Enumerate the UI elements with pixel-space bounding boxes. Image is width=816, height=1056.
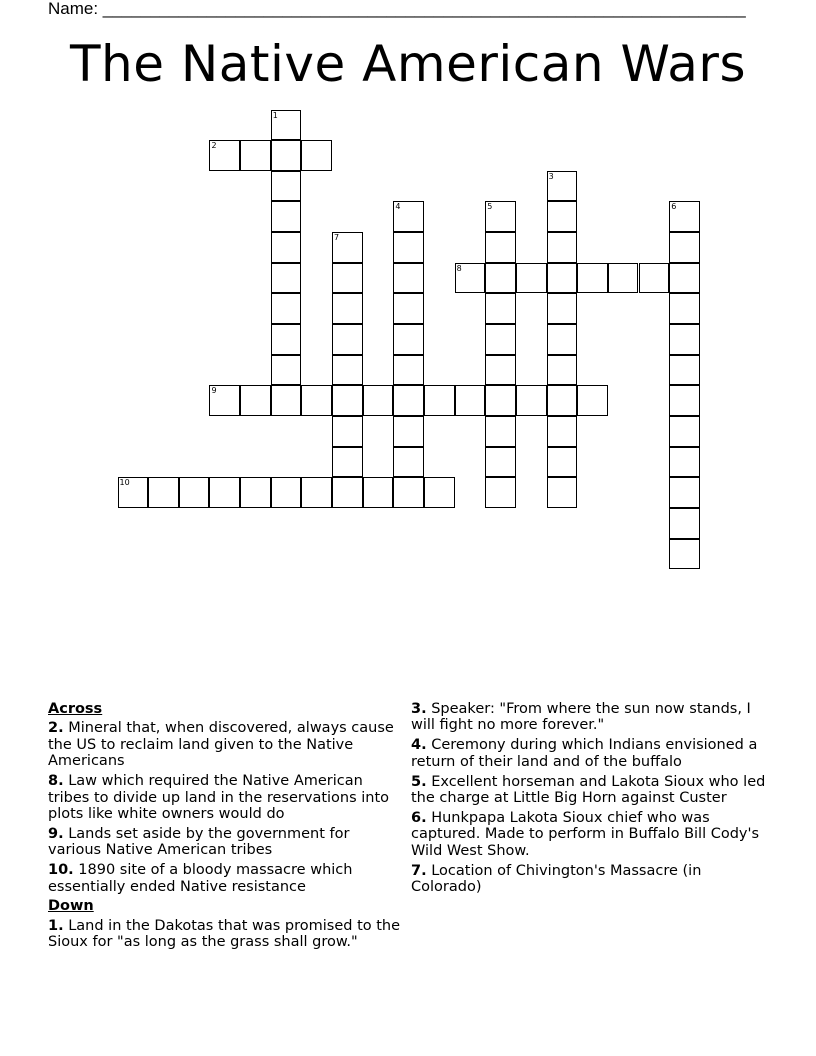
grid-cell[interactable]	[669, 385, 700, 416]
grid-cell[interactable]	[332, 324, 363, 355]
clue-item	[411, 737, 771, 770]
grid-cell[interactable]	[669, 355, 700, 386]
grid-cell[interactable]	[332, 263, 363, 294]
grid-cell[interactable]	[393, 263, 424, 294]
grid-cell[interactable]	[393, 447, 424, 478]
grid-cell[interactable]	[209, 385, 240, 416]
grid-cell[interactable]	[669, 539, 700, 570]
clue-number: 2.	[48, 720, 64, 737]
grid-cell[interactable]	[577, 385, 608, 416]
grid-cell[interactable]	[271, 171, 302, 202]
grid-cell[interactable]	[393, 232, 424, 263]
grid-cell[interactable]	[424, 385, 455, 416]
clue-number: 2	[211, 141, 217, 151]
grid-cell[interactable]	[608, 263, 639, 294]
grid-cell[interactable]	[332, 232, 363, 263]
clue-item	[48, 720, 406, 769]
grid-cell[interactable]	[271, 477, 302, 508]
clue-number: 4	[395, 202, 401, 212]
down-clue-list-right	[411, 701, 771, 895]
grid-cell[interactable]	[424, 477, 455, 508]
clue-text: Lands set aside by the government for various Native American tribes	[48, 825, 350, 859]
grid-cell[interactable]	[363, 385, 394, 416]
grid-cell[interactable]	[271, 293, 302, 324]
clue-text: Land in the Dakotas that was promised to the Sioux for "as long as the grass shall grow."	[48, 917, 401, 951]
clue-text: Excellent horseman and Lakota Sioux who led the charge at Little Big Horn against Custer	[411, 773, 766, 807]
grid-cell[interactable]	[669, 324, 700, 355]
grid-cell[interactable]	[271, 140, 302, 171]
clues-right-column	[411, 701, 771, 899]
clue-item	[48, 773, 406, 822]
grid-cell[interactable]	[393, 355, 424, 386]
grid-cell[interactable]	[669, 447, 700, 478]
grid-cell[interactable]	[669, 232, 700, 263]
clue-number: 5	[487, 202, 493, 212]
grid-cell[interactable]	[516, 263, 547, 294]
grid-cell[interactable]	[547, 171, 578, 202]
grid-cell[interactable]	[485, 447, 516, 478]
grid-cell[interactable]	[547, 263, 578, 294]
grid-cell[interactable]	[547, 416, 578, 447]
clue-text: Mineral that, when discovered, always cause the US to reclaim land given to the Native Americans	[48, 720, 394, 770]
clue-item	[411, 774, 771, 807]
grid-cell[interactable]	[485, 263, 516, 294]
clue-number: 7.	[411, 862, 427, 879]
grid-cell[interactable]	[547, 477, 578, 508]
down-heading: Down	[48, 898, 94, 915]
clue-item	[48, 826, 406, 859]
grid-cell[interactable]	[209, 140, 240, 171]
grid-cell[interactable]	[455, 385, 486, 416]
clue-text: Speaker: "From where the sun now stands, I will fight no more forever."	[411, 701, 751, 734]
grid-cell[interactable]	[547, 201, 578, 232]
clue-item	[411, 863, 771, 896]
grid-cell[interactable]	[485, 324, 516, 355]
clue-text: Ceremony during which Indians envisioned a return of their land and of the buffalo	[411, 737, 758, 770]
grid-cell[interactable]	[669, 416, 700, 447]
clue-item	[411, 701, 771, 734]
grid-cell[interactable]	[393, 416, 424, 447]
grid-cell[interactable]	[547, 324, 578, 355]
grid-cell[interactable]	[240, 140, 271, 171]
clue-number: 6.	[411, 809, 427, 826]
grid-cell[interactable]	[547, 447, 578, 478]
grid-cell[interactable]	[485, 232, 516, 263]
grid-cell[interactable]	[271, 385, 302, 416]
grid-cell[interactable]	[393, 293, 424, 324]
grid-cell[interactable]	[393, 201, 424, 232]
grid-cell[interactable]	[669, 477, 700, 508]
grid-cell[interactable]	[240, 385, 271, 416]
grid-cell[interactable]	[240, 477, 271, 508]
grid-cell[interactable]	[271, 324, 302, 355]
grid-cell[interactable]	[455, 263, 486, 294]
across-clue-list	[48, 720, 406, 895]
grid-cell[interactable]	[301, 140, 332, 171]
grid-cell[interactable]	[179, 477, 210, 508]
grid-cell[interactable]	[271, 201, 302, 232]
grid-cell[interactable]	[577, 263, 608, 294]
grid-cell[interactable]	[485, 293, 516, 324]
grid-cell[interactable]	[393, 385, 424, 416]
clue-text: 1890 site of a bloody massacre which essentially ended Native resistance	[48, 862, 353, 895]
clue-number: 8.	[48, 773, 64, 790]
clue-number: 9.	[48, 825, 64, 842]
clue-number: 6	[671, 202, 677, 212]
clues-left-column	[48, 701, 406, 954]
grid-cell[interactable]	[332, 385, 363, 416]
clue-text: Location of Chivington's Massacre (in Colorado)	[411, 862, 702, 896]
clue-number: 10	[119, 478, 130, 488]
grid-cell[interactable]	[547, 385, 578, 416]
grid-cell[interactable]	[485, 355, 516, 386]
grid-cell[interactable]	[547, 355, 578, 386]
grid-cell[interactable]	[639, 263, 670, 294]
grid-cell[interactable]	[271, 263, 302, 294]
clue-number: 1.	[48, 917, 64, 934]
grid-cell[interactable]	[271, 232, 302, 263]
clue-item	[48, 918, 406, 951]
grid-cell[interactable]	[363, 477, 394, 508]
grid-cell[interactable]	[271, 355, 302, 386]
grid-cell[interactable]	[301, 477, 332, 508]
grid-cell[interactable]	[301, 385, 332, 416]
grid-cell[interactable]	[516, 385, 547, 416]
clue-number: 9	[211, 386, 217, 396]
clue-number: 3.	[411, 701, 427, 717]
page-title: The Native American Wars	[70, 35, 746, 93]
grid-cell[interactable]	[332, 416, 363, 447]
clue-number: 4.	[411, 737, 427, 754]
clue-text: Law which required the Native American tribes to divide up land in the reservations into plots like white owners would do	[48, 773, 390, 822]
grid-cell[interactable]	[485, 477, 516, 508]
across-heading: Across	[48, 701, 103, 717]
clue-number: 5.	[411, 773, 427, 790]
grid-cell[interactable]	[669, 263, 700, 294]
grid-cell[interactable]	[485, 416, 516, 447]
grid-cell[interactable]	[485, 201, 516, 232]
grid-cell[interactable]	[393, 324, 424, 355]
clue-number: 3	[548, 171, 554, 181]
clue-number: 8	[456, 263, 462, 273]
clue-item	[48, 862, 406, 895]
grid-cell[interactable]	[669, 201, 700, 232]
grid-cell[interactable]	[547, 232, 578, 263]
grid-cell[interactable]	[332, 477, 363, 508]
clue-text: Hunkpapa Lakota Sioux chief who was captured. Made to perform in Buffalo Bill Cody's Wild West Show.	[411, 809, 760, 859]
clue-number: 10.	[48, 862, 74, 879]
grid-cell[interactable]	[332, 355, 363, 386]
clue-number: 7	[334, 233, 340, 243]
grid-cell[interactable]	[669, 293, 700, 324]
grid-cell[interactable]	[393, 477, 424, 508]
down-clue-list-left	[48, 918, 406, 951]
clue-item	[411, 810, 771, 859]
grid-cell[interactable]	[485, 385, 516, 416]
grid-cell[interactable]	[118, 477, 149, 508]
grid-cell[interactable]	[669, 508, 700, 539]
grid-cell[interactable]	[332, 293, 363, 324]
name-field-label: Name: ____________________________________________________________________	[48, 0, 746, 18]
grid-cell[interactable]	[209, 477, 240, 508]
grid-cell[interactable]	[332, 447, 363, 478]
grid-cell[interactable]	[271, 110, 302, 141]
grid-cell[interactable]	[148, 477, 179, 508]
clue-number: 1	[272, 110, 278, 120]
grid-cell[interactable]	[547, 293, 578, 324]
